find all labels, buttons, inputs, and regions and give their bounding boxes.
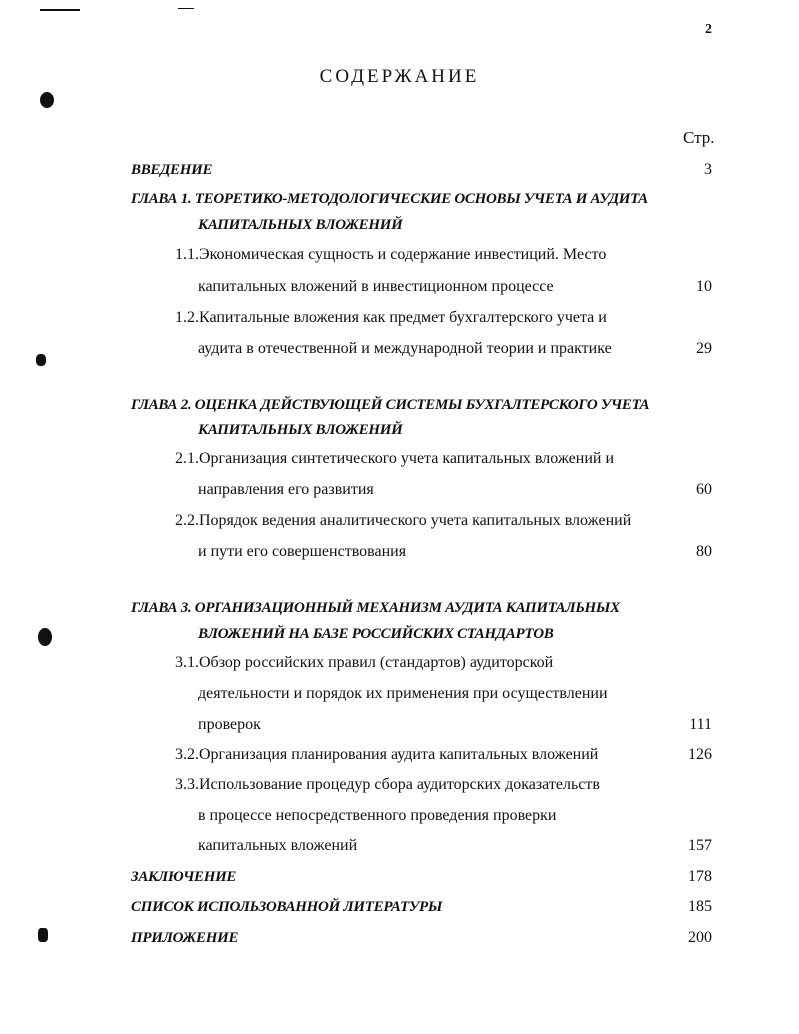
toc-section-3-2-page: 126 <box>688 746 712 763</box>
toc-chapter-1-title-cont[interactable]: КАПИТАЛЬНЫХ ВЛОЖЕНИЙ <box>198 217 403 233</box>
toc-intro-page: 3 <box>704 161 712 178</box>
toc-section-1-2[interactable]: 1.2.Капитальные вложения как предмет бухгалтерского учета и <box>175 309 607 326</box>
toc-section-3-2[interactable]: 3.2.Организация планирования аудита капитальных вложений <box>175 746 599 763</box>
toc-section-1-2-page: 29 <box>696 340 712 357</box>
toc-section-2-2-page: 80 <box>696 543 712 560</box>
page-title: СОДЕРЖАНИЕ <box>319 66 480 87</box>
toc-section-3-3[interactable]: 3.3.Использование процедур сбора аудиторских доказательств <box>175 776 600 793</box>
scan-speck <box>36 354 46 366</box>
toc-section-2-1-cont[interactable]: направления его развития <box>198 481 374 498</box>
toc-conclusion-page: 178 <box>688 868 712 885</box>
toc-chapter-2-title[interactable]: ГЛАВА 2. ОЦЕНКА ДЕЙСТВУЮЩЕЙ СИСТЕМЫ БУХГАЛТЕРСКОГО УЧЕТА <box>131 397 650 413</box>
toc-section-3-1-cont[interactable]: деятельности и порядок их применения при осуществлении <box>198 685 608 702</box>
toc-references-label[interactable]: СПИСОК ИСПОЛЬЗОВАННОЙ ЛИТЕРАТУРЫ <box>131 899 443 915</box>
scan-speck <box>40 92 54 108</box>
scan-speck <box>38 928 48 942</box>
toc-section-3-3-cont[interactable]: в процессе непосредственного проведения проверки <box>198 807 557 824</box>
toc-section-1-1[interactable]: 1.1.Экономическая сущность и содержание инвестиций. Место <box>175 246 607 263</box>
toc-section-1-1-page: 10 <box>696 278 712 295</box>
toc-section-3-1[interactable]: 3.1.Обзор российских правил (стандартов) аудиторской <box>175 654 554 671</box>
scan-dash <box>178 8 194 9</box>
toc-intro-label[interactable]: ВВЕДЕНИЕ <box>131 162 213 178</box>
toc-references-page: 185 <box>688 898 712 915</box>
toc-section-2-2[interactable]: 2.2.Порядок ведения аналитического учета капитальных вложений <box>175 512 632 529</box>
toc-section-3-3-page: 157 <box>688 837 712 854</box>
toc-chapter-1-title[interactable]: ГЛАВА 1. ТЕОРЕТИКО-МЕТОДОЛОГИЧЕСКИЕ ОСНОВЫ УЧЕТА И АУДИТА <box>131 191 648 207</box>
scan-speck <box>38 628 52 646</box>
toc-appendix-label[interactable]: ПРИЛОЖЕНИЕ <box>131 930 239 946</box>
toc-chapter-3-title-cont[interactable]: ВЛОЖЕНИЙ НА БАЗЕ РОССИЙСКИХ СТАНДАРТОВ <box>198 626 554 642</box>
toc-section-3-1-cont2[interactable]: проверок <box>198 716 261 733</box>
toc-chapter-3-title[interactable]: ГЛАВА 3. ОРГАНИЗАЦИОННЫЙ МЕХАНИЗМ АУДИТА КАПИТАЛЬНЫХ <box>131 600 620 616</box>
page-number: 2 <box>705 22 712 37</box>
toc-section-2-1-page: 60 <box>696 481 712 498</box>
toc-section-2-1[interactable]: 2.1.Организация синтетического учета капитальных вложений и <box>175 450 615 467</box>
toc-conclusion-label[interactable]: ЗАКЛЮЧЕНИЕ <box>131 869 237 885</box>
scan-dash <box>40 9 80 11</box>
page-column-label: Стр. <box>683 128 715 147</box>
toc-chapter-2-title-cont[interactable]: КАПИТАЛЬНЫХ ВЛОЖЕНИЙ <box>198 422 403 438</box>
toc-section-3-3-cont2[interactable]: капитальных вложений <box>198 837 358 854</box>
toc-section-3-1-page: 111 <box>689 716 712 733</box>
toc-appendix-page: 200 <box>688 929 712 946</box>
toc-section-1-2-cont[interactable]: аудита в отечественной и международной теории и практике <box>198 340 612 357</box>
toc-section-2-2-cont[interactable]: и пути его совершенствования <box>198 543 407 560</box>
toc-section-1-1-cont[interactable]: капитальных вложений в инвестиционном процессе <box>198 278 554 295</box>
